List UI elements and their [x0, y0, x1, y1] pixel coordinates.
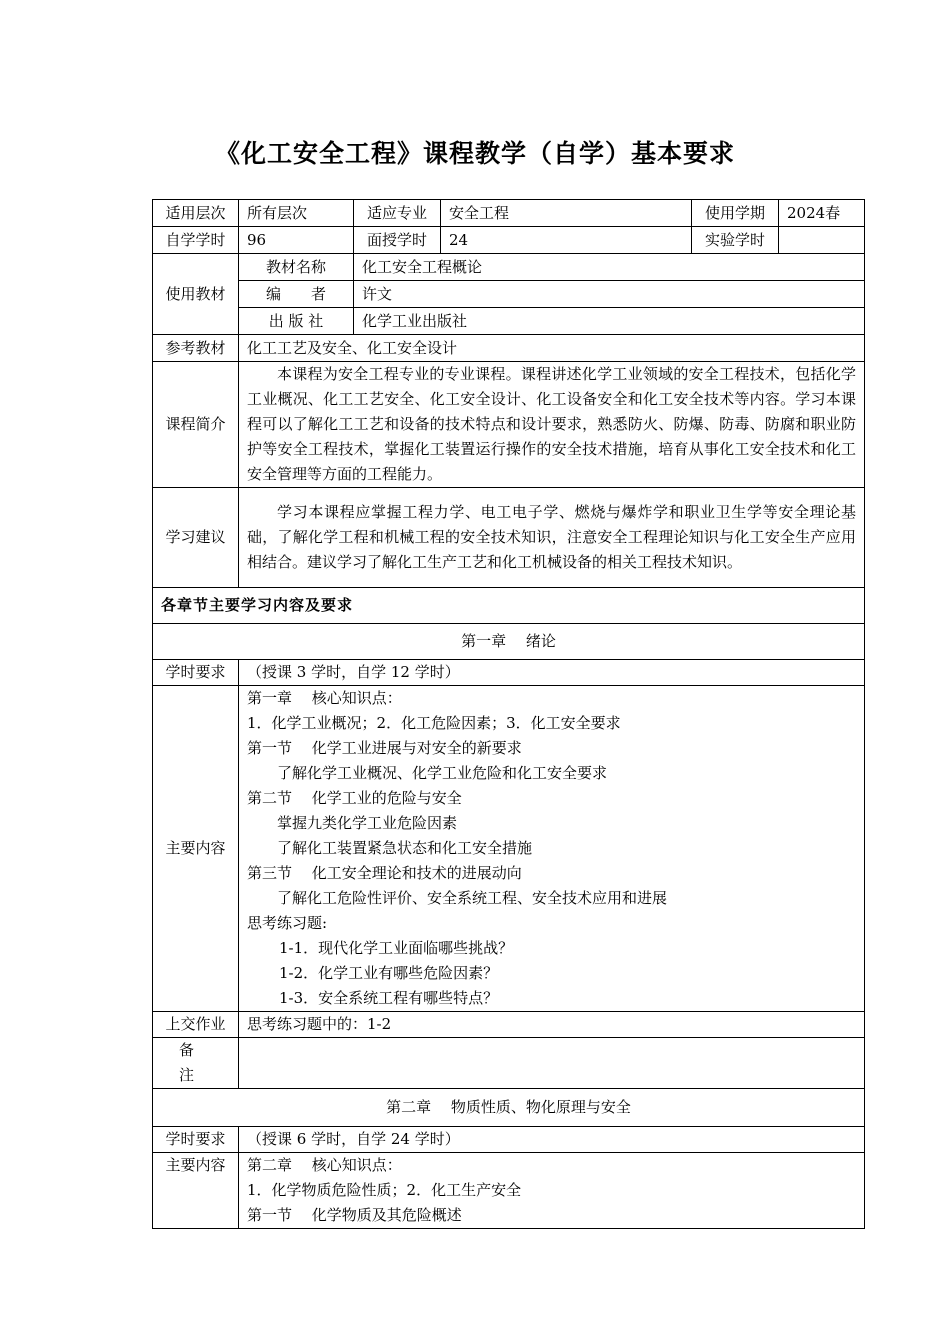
advice-text: 学习本课程应掌握工程力学、电工电子学、燃烧与爆炸学和职业卫生学等安全理论基础，了解化学工程和机械工程的安全技术知识，注意安全工程理论知识与化工安全生产应用相结合。建议学习了解化工生产工艺和化工机械设备的相关工程技术知识。 [247, 503, 856, 571]
self-hours-label: 自学学时 [153, 227, 239, 254]
chapter2-line: 1．化学物质危险性质；2．化工生产安全 [247, 1181, 522, 1199]
chapter1-homework-value: 思考练习题中的：1-2 [239, 1012, 865, 1038]
page-title: 《化工安全工程》课程教学（自学）基本要求 [214, 139, 735, 168]
reference-value: 化工工艺及安全、化工安全设计 [239, 335, 865, 362]
intro-text: 本课程为安全工程专业的专业课程。课程讲述化学工业领域的安全工程技术，包括化学工业概况、化工工艺安全、化工安全设计、化工设备安全和化工安全技术等内容。学习本课程可以了解化工工艺和设备的技术特点和设计要求，熟悉防火、防爆、防毒、防腐和职业防护等安全工程技术，掌握化工装置运行操作的安全技术措施，培育从事化工安全技术和化工安全管理等方面的工程能力。 [247, 365, 856, 483]
chapter1-line: 1-3．安全系统工程有哪些特点？ [279, 989, 499, 1007]
chapter1-hours-row [153, 660, 865, 686]
chapter1-content [239, 686, 865, 1012]
textbook-row-publisher [153, 308, 865, 335]
section-header-row [153, 588, 865, 624]
major-value: 安全工程 [441, 200, 692, 227]
chapter1-line: 第三节 化工安全理论和技术的进展动向 [247, 864, 522, 882]
chapter1-line: 第一节 化学工业进展与对安全的新要求 [247, 739, 522, 757]
advice-label: 学习建议 [153, 488, 239, 588]
textbook-row-editor [153, 281, 865, 308]
lab-hours-value [779, 227, 865, 254]
chapter1-line: 了解化工装置紧急状态和化工安全措施 [277, 839, 533, 857]
reference-row [153, 335, 865, 362]
info-row-1 [153, 200, 865, 227]
info-row-2 [153, 227, 865, 254]
intro-label: 课程简介 [153, 362, 239, 488]
textbook-publisher-value: 化学工业出版社 [354, 308, 865, 335]
chapter1-content-label: 主要内容 [153, 686, 239, 1012]
textbook-label: 使用教材 [153, 254, 239, 335]
chapter1-line: 第一章 核心知识点： [247, 689, 402, 707]
chapter1-line: 了解化工危险性评价、安全系统工程、安全技术应用和进展 [277, 889, 668, 907]
textbook-name-label: 教材名称 [239, 254, 354, 281]
chapter1-line: 了解化学工业概况、化学工业危险和化工安全要求 [277, 764, 608, 782]
term-value: 2024春 [779, 200, 865, 227]
chapter1-line: 掌握九类化学工业危险因素 [277, 814, 458, 832]
requirements-table [152, 199, 865, 1229]
chapter1-title-row [153, 624, 865, 660]
intro-row [153, 362, 865, 488]
chapter1-homework-row [153, 1012, 865, 1038]
textbook-editor-value: 许文 [354, 281, 865, 308]
textbook-name-value: 化工安全工程概论 [354, 254, 865, 281]
term-label: 使用学期 [692, 200, 779, 227]
chapter2-content-label: 主要内容 [153, 1153, 239, 1229]
chapter1-line: 1．化学工业概况；2．化工危险因素；3．化工安全要求 [247, 714, 621, 732]
chapter1-line: 第二节 化学工业的危险与安全 [247, 789, 462, 807]
chapter2-content [239, 1153, 865, 1229]
chapter2-hours-label: 学时要求 [153, 1127, 239, 1153]
self-hours-value: 96 [239, 227, 354, 254]
chapter1-line: 1-1．现代化学工业面临哪些挑战？ [279, 939, 514, 957]
chapter1-content-row [153, 686, 865, 1012]
textbook-row-name [153, 254, 865, 281]
chapter2-title-row [153, 1089, 865, 1127]
chapter2-hours-value: （授课 6 学时，自学 24 学时） [239, 1127, 865, 1153]
major-label: 适应专业 [354, 200, 441, 227]
chapter1-remark-row [153, 1038, 865, 1089]
textbook-editor-label: 编 者 [239, 281, 354, 308]
level-value: 所有层次 [239, 200, 354, 227]
chapter1-homework-label: 上交作业 [153, 1012, 239, 1038]
chapter2-line: 第一节 化学物质及其危险概述 [247, 1206, 462, 1224]
lab-hours-label: 实验学时 [692, 227, 779, 254]
textbook-publisher-label: 出 版 社 [239, 308, 354, 335]
chapter1-title: 第一章 绪论 [153, 624, 865, 660]
chapter1-hours-value: （授课 3 学时，自学 12 学时） [239, 660, 865, 686]
chapter1-line: 1-2．化学工业有哪些危险因素？ [279, 964, 499, 982]
chapter1-hours-label: 学时要求 [153, 660, 239, 686]
advice-row [153, 488, 865, 588]
chapter1-remark-label: 备 注 [153, 1038, 239, 1089]
section-header: 各章节主要学习内容及要求 [153, 588, 865, 624]
reference-label: 参考教材 [153, 335, 239, 362]
chapter1-remark-value [239, 1038, 865, 1089]
lecture-hours-label: 面授学时 [354, 227, 441, 254]
chapter1-line: 思考练习题: [247, 914, 328, 932]
lecture-hours-value: 24 [441, 227, 692, 254]
level-label: 适用层次 [153, 200, 239, 227]
chapter2-line: 第二章 核心知识点： [247, 1156, 402, 1174]
chapter2-title: 第二章 物质性质、物化原理与安全 [153, 1089, 865, 1127]
chapter2-content-row [153, 1153, 865, 1229]
chapter2-hours-row [153, 1127, 865, 1153]
